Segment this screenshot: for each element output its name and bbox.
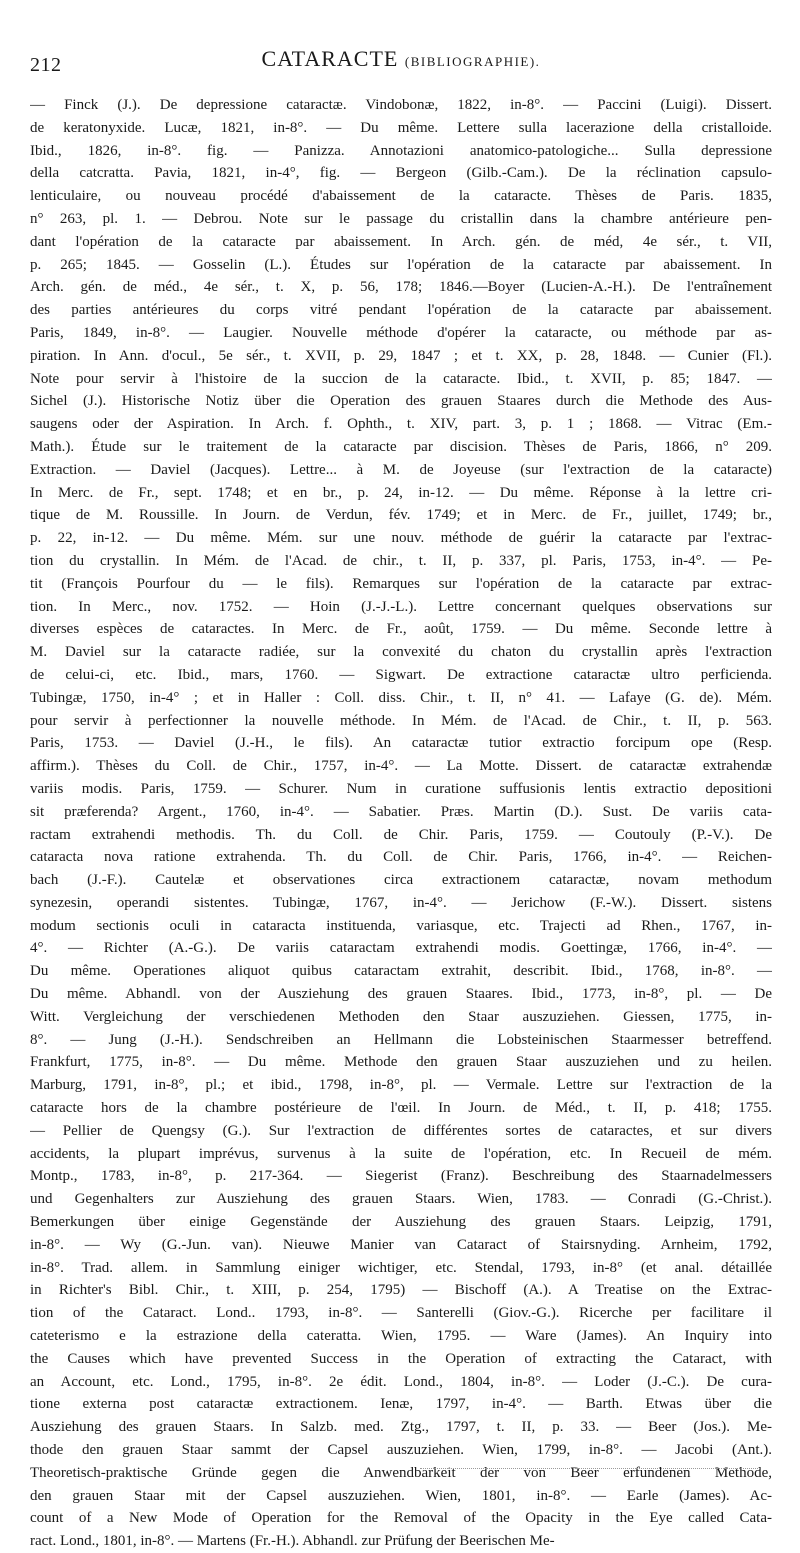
text-line: Theoretisch-praktische Gründe gegen die Anwendbarkeit der von Beer erfundenen Methode,	[30, 1464, 772, 1481]
text-line: modum sectionis oculi in cataracta instituenda, variasque, etc. Trajecti ad Rhen., 1767, in-	[30, 917, 772, 934]
text-line: Du même. Abhandl. von der Ausziehung des grauen Staares. Ibid., 1773, in-8°, pl. — De	[30, 986, 772, 1003]
text-line: thode den grauen Staar sammt der Capsel auszuziehen. Wien, 1799, in-8°. — Jacobi (Ant.).	[30, 1442, 772, 1459]
text-line: und Gegenhalters zur Ausziehung des grauen Staars. Wien, 1783. — Conradi (G.-Christ.).	[30, 1191, 772, 1208]
text-line: 8°. — Jung (J.-H.). Sendschreiben an Hellmann die Lobsteinischen Staarmesser betreffend.	[30, 1031, 772, 1048]
page-number: 212	[30, 54, 62, 76]
bibliography-text	[30, 94, 772, 1553]
text-line: bach (J.-F.). Cautelæ et observationes circa extractionem cataractæ, novam methodum	[30, 872, 772, 889]
text-line: des parties antérieures du corps vitré pendant l'opération de la cataracte par abaissement.	[30, 302, 772, 319]
text-line: the Causes which have prevented Success in the Operation of extracting the Cataract, with	[30, 1350, 772, 1367]
text-line: lenticulaire, ou nouveau procédé d'abaissement de la cataracte. Thèses de Paris. 1835,	[30, 188, 772, 205]
text-line: Ausziehung des grauen Staars. In Salzb. med. Ztg., 1797, t. II, p. 33. — Beer (Jos.). Me-	[30, 1419, 772, 1436]
text-line: den grauen Staar mit der Capsel auszuziehen. Wien, 1801, in-8°. — Earle (James). Ac-	[30, 1487, 772, 1504]
text-line: Paris, 1849, in-8°. — Laugier. Nouvelle méthode d'opérer la cataracte, ou méthode par as-	[30, 324, 772, 341]
text-line: ractam extrahendi methodis. Th. du Coll. de Chir. Paris, 1759. — Coutouly (P.-V.). De	[30, 826, 772, 843]
text-line: della catcratta. Pavia, 1821, in-4°, fig. — Bergeon (Gilb.-Cam.). De la réclination capsulo-	[30, 165, 772, 182]
text-line: an Account, etc. Lond., 1795, in-8°. 2e édit. Lond., 1804, in-8°. — Loder (J.-C.). De cura-	[30, 1373, 772, 1390]
text-line: tion. In Merc., nov. 1752. — Hoin (J.-J.-L.). Lettre concernant quelques observations sur	[30, 598, 772, 615]
text-line: in-8°. — Wy (G.-Jun. van). Nieuwe Manier van Cataract of Stairsnyding. Arnheim, 1792,	[30, 1236, 772, 1253]
text-line: In Merc. de Fr., sept. 1748; et en br., p. 24, in-12. — Du même. Réponse à la lettre cri-	[30, 484, 772, 501]
text-line: sit præferenda? Argent., 1760, in-4°. — Sabatier. Præs. Martin (D.). Sust. De variis cata-	[30, 803, 772, 820]
text-line: saugens oder der Aspiration. In Arch. f. Ophth., t. XIV, part. 3, p. 1 ; 1868. — Vitrac (Em.-	[30, 416, 772, 433]
text-line: Arch. gén. de méd., 4e sér., t. X, p. 56, 178; 1846.—Boyer (Lucien-A.-H.). De l'entraînement	[30, 279, 772, 296]
text-line: M. Daviel sur la cataracte radiée, sur la convexité du chaton du crystallin après l'extraction	[30, 644, 772, 661]
text-line: in-8°. Trad. allem. in Sammlung einiger wichtiger, etc. Stendal, 1793, in-8° (et anal. détaillée	[30, 1259, 772, 1276]
text-line: Note pour servir à l'histoire de la succion de la cataracte. Ibid., t. XVII, p. 85; 1847. —	[30, 370, 772, 387]
text-line: Tubingæ, 1750, in-4° ; et in Haller : Coll. diss. Chir., t. II, n° 41. — Lafaye (G. de). Mém.	[30, 689, 772, 706]
text-line: Marburg, 1791, in-8°, pl.; et ibid., 1798, in-8°, pl. — Vermale. Lettre sur l'extraction de la	[30, 1077, 772, 1094]
text-line: Paris, 1753. — Daviel (J.-H., le fils). An cataractæ tutior extractio forcipum ope (Resp.	[30, 735, 772, 752]
text-line: Montp., 1783, in-8°, p. 217-364. — Siegerist (Franz). Beschreibung des Staarnadelmessers	[30, 1168, 772, 1185]
text-line: tit (François Pourfour du — le fils). Remarques sur l'opération de la cataracte par extrac-	[30, 575, 772, 592]
footer-rule	[420, 1468, 760, 1469]
running-title-subtitle: (BIBLIOGRAPHIE).	[404, 54, 541, 69]
text-line: p. 265; 1845. — Gosselin (L.). Études sur l'opération de la cataracte par abaissement. In	[30, 256, 772, 273]
text-line: synezesin, operandi sistentes. Tubingæ, 1767, in-4°. — Jerichow (F.-W.). Dissert. sistens	[30, 894, 772, 911]
text-line: 4°. — Richter (A.-G.). De variis cataractam extrahendi modis. Goettingæ, 1766, in-4°. —	[30, 940, 772, 957]
text-line: dant l'opération de la cataracte par abaissement. In Arch. gén. de méd, 4e sér., t. VII,	[30, 233, 772, 250]
text-line: p. 22, in-12. — Du même. Mém. sur une nouv. méthode de guérir la cataracte par l'extrac-	[30, 530, 772, 547]
text-line: affirm.). Thèses du Coll. de Chir., 1757, in-4°. — La Motte. Dissert. de cataractæ extrahendæ	[30, 758, 772, 775]
running-title	[30, 46, 772, 72]
text-line: Math.). Étude sur le traitement de la cataracte par discision. Thèses de Paris, 1866, n° 209.	[30, 438, 772, 455]
text-line: pour servir à perfectionner la nouvelle méthode. In Mém. de l'Acad. de Chir., t. II, p. 563.	[30, 712, 772, 729]
text-line: Du même. Operationes aliquot quibus cataractam extrahit, describit. Ibid., 1768, in-8°. —	[30, 963, 772, 980]
text-line: n° 263, pl. 1. — Debrou. Note sur le passage du cristallin dans la chambre antérieure pen-	[30, 210, 772, 227]
text-line: Bemerkungen über einige Gegenstände der Ausziehung des grauen Staars. Leipzig, 1791,	[30, 1214, 772, 1231]
book-page	[30, 40, 772, 1553]
text-line: piration. In Ann. d'ocul., 5e sér., t. XVII, p. 29, 1847 ; et t. XX, p. 28, 1848. — Cunier (Fl.).	[30, 347, 772, 364]
text-line: tione externa post cataractæ extractionem. Ienæ, 1797, in-4°. — Barth. Etwas über die	[30, 1396, 772, 1413]
text-line: tique de M. Roussille. In Journ. de Verdun, fév. 1749; et in Merc. de Fr., juillet, 1749; br.,	[30, 507, 772, 524]
text-line: Witt. Vergleichung der verschiedenen Methoden den Staar auszuziehen. Giessen, 1775, in-	[30, 1008, 772, 1025]
text-line: Frankfurt, 1775, in-8°. — Du même. Methode den grauen Staar auszuziehen und zu heilen.	[30, 1054, 772, 1071]
text-line: in Richter's Bibl. Chir., t. XIII, p. 254, 1795) — Bischoff (A.). A Treatise on the Extrac-	[30, 1282, 772, 1299]
text-line: tion du crystallin. In Mém. de l'Acad. de chir., t. II, p. 337, pl. Paris, 1753, in-4°. — Pe-	[30, 552, 772, 569]
text-line: ract. Lond., 1801, in-8°. — Martens (Fr.-H.). Abhandl. zur Prüfung der Beerischen Me-	[30, 1533, 555, 1550]
text-line: — Pellier de Quengsy (G.). Sur l'extraction de différentes sortes de cataractes, et sur divers	[30, 1122, 772, 1139]
text-line: Extraction. — Daviel (Jacques). Lettre... à M. de Joyeuse (sur l'extraction de la cataracte)	[30, 461, 772, 478]
text-line: de celui-ci, etc. Ibid., mars, 1760. — Sigwart. De extractione cataractæ ultro perficienda.	[30, 666, 772, 683]
text-line: de keratonyxide. Lucæ, 1821, in-8°. — Du même. Lettere sulla lacerazione della cristalloide.	[30, 119, 772, 136]
running-title-main: CATARACTE	[261, 46, 399, 71]
text-line: cataracta nova ratione extrahenda. Th. du Coll. de Chir. Paris, 1766, in-4°. — Reichen-	[30, 849, 772, 866]
text-line: — Finck (J.). De depressione cataractæ. Vindobonæ, 1822, in-8°. — Paccini (Luigi). Dissert.	[30, 97, 772, 113]
text-line: cateterismo e la estrazione della cateratta. Wien, 1795. — Ware (James). An Inquiry into	[30, 1328, 772, 1345]
page-header	[30, 40, 772, 80]
text-line: count of a New Mode of Operation for the Removal of the Opacity in the Eye called Cata-	[30, 1510, 772, 1527]
text-line: tion of the Cataract. Lond.. 1793, in-8°. — Santerelli (Giov.-G.). Ricerche per facilitare il	[30, 1305, 772, 1322]
text-line: diverses espèces de cataractes. In Merc. de Fr., août, 1759. — Du même. Seconde lettre à	[30, 621, 772, 638]
text-line: Ibid., 1826, in-8°. fig. — Panizza. Annotazioni anatomico-patologiche... Sulla depressione	[30, 142, 772, 159]
text-line: variis modis. Paris, 1759. — Schurer. Num in curatione suffusionis lentis extractio depositioni	[30, 780, 772, 797]
text-line: accidents, la plupart imprévus, survenus à la suite de l'opération, etc. In Recueil de mém.	[30, 1145, 772, 1162]
text-line: cataracte hors de la chambre postérieure de l'œil. In Journ. de Méd., t. II, p. 418; 1755.	[30, 1100, 772, 1117]
text-line: Sichel (J.). Historische Notiz über die Operation des grauen Staares durch die Methode des Aus-	[30, 393, 772, 410]
